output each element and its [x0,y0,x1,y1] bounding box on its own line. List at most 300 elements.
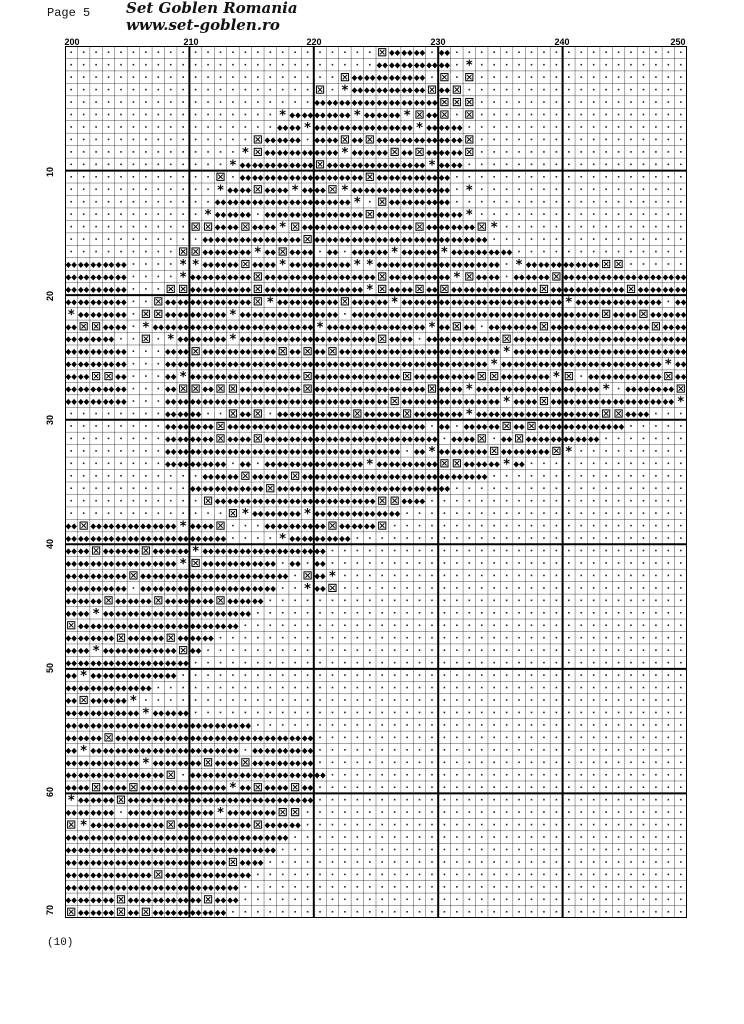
dot-symbol [531,89,533,91]
dot-symbol [344,600,346,602]
dot-symbol [506,662,508,664]
dot-symbol [456,600,458,602]
diamond-pair-symbol: ◆◆ [214,845,228,855]
dot-symbol [680,712,682,714]
dot-symbol [282,899,284,901]
dot-symbol [95,226,97,228]
dot-symbol [668,213,670,215]
diamond-pair-symbol: ◆◆ [376,484,389,494]
dot-symbol [643,911,645,913]
dot-symbol [556,849,558,851]
dot-symbol [394,874,396,876]
diamond-pair-symbol: ◆◆ [612,334,626,344]
dot-symbol [469,600,471,602]
dot-symbol [381,575,383,577]
dot-symbol [332,612,334,614]
diamond-pair-symbol: ◆◆ [587,272,601,282]
dot-symbol [506,151,508,153]
dot-symbol [133,587,135,589]
diamond-pair-symbol: ◆◆ [77,372,91,382]
dot-symbol [83,101,85,103]
dot-symbol [469,799,471,801]
dot-symbol [580,89,582,91]
dot-symbol [531,724,533,726]
dot-symbol [531,699,533,701]
boxed-x-symbol [80,696,87,703]
dot-symbol [469,637,471,639]
dot-symbol [70,126,72,128]
diamond-pair-symbol: ◆◆ [488,297,501,307]
dot-symbol [568,774,570,776]
dot-symbol [593,562,595,564]
dot-symbol [556,89,558,91]
dot-symbol [294,836,296,838]
asterisk-symbol: * [67,793,75,809]
dot-symbol [108,188,110,190]
dot-symbol [381,799,383,801]
dot-symbol [108,89,110,91]
diamond-pair-symbol: ◆◆ [252,845,265,855]
dot-symbol [618,562,620,564]
dot-symbol [195,500,197,502]
dot-symbol [282,674,284,676]
dot-symbol [83,176,85,178]
diamond-pair-symbol: ◆◆ [214,372,228,382]
dot-symbol [419,338,421,340]
dot-symbol [493,861,495,863]
boxed-x-symbol [441,460,448,467]
diamond-pair-symbol: ◆◆ [264,509,277,519]
boxed-x-symbol [105,597,112,604]
boxed-x-symbol [105,734,112,741]
dot-symbol [618,76,620,78]
dot-symbol [481,164,483,166]
dot-symbol [593,674,595,676]
dot-symbol [444,724,446,726]
diamond-pair-symbol: ◆◆ [289,284,302,294]
boxed-x-symbol [242,759,249,766]
diamond-pair-symbol: ◆◆ [140,558,153,568]
dot-symbol [618,251,620,253]
diamond-pair-symbol: ◆◆ [252,397,265,407]
diamond-pair-symbol: ◆◆ [189,857,203,867]
diamond-pair-symbol: ◆◆ [326,272,339,282]
diamond-pair-symbol: ◆◆ [351,309,364,319]
boxed-x-symbol [155,310,162,317]
dot-symbol [357,911,359,913]
diamond-pair-symbol: ◆◆ [451,284,464,294]
boxed-x-symbol [254,410,261,417]
diamond-pair-symbol: ◆◆ [289,334,302,344]
diamond-pair-symbol: ◆◆ [165,808,178,818]
dot-symbol [506,861,508,863]
dot-symbol [282,612,284,614]
diamond-pair-symbol: ◆◆ [301,795,315,805]
dot-symbol [556,674,558,676]
dot-symbol [618,612,620,614]
boxed-x-symbol [254,273,261,280]
dot-symbol [680,114,682,116]
dot-symbol [668,612,670,614]
dot-symbol [605,500,607,502]
diamond-pair-symbol: ◆◆ [401,322,414,332]
diamond-pair-symbol: ◆◆ [326,222,339,232]
diamond-pair-symbol: ◆◆ [65,260,78,269]
dot-symbol [568,64,570,66]
dot-symbol [543,512,545,514]
diamond-pair-symbol: ◆◆ [600,297,613,307]
dot-symbol [469,786,471,788]
dot-symbol [493,475,495,477]
diamond-pair-symbol: ◆◆ [276,509,290,519]
dot-symbol [580,450,582,452]
diamond-pair-symbol: ◆◆ [587,297,601,307]
diamond-pair-symbol: ◆◆ [413,172,427,182]
diamond-pair-symbol: ◆◆ [214,309,228,319]
diamond-pair-symbol: ◆◆ [301,459,315,469]
diamond-pair-symbol: ◆◆ [127,857,140,867]
diamond-pair-symbol: ◆◆ [575,359,588,369]
diamond-pair-symbol: ◆◆ [413,210,427,220]
diamond-pair-symbol: ◆◆ [65,745,78,755]
dot-symbol [257,874,259,876]
asterisk-symbol: * [167,332,175,348]
diamond-pair-symbol: ◆◆ [77,334,91,344]
dot-symbol [618,575,620,577]
diamond-pair-symbol: ◆◆ [314,372,327,382]
boxed-x-symbol [316,86,323,93]
dot-symbol [406,624,408,626]
diamond-pair-symbol: ◆◆ [637,334,650,344]
diamond-pair-symbol: ◆◆ [538,384,551,394]
dot-symbol [145,263,147,265]
dot-symbol [319,649,321,651]
dot-symbol [145,276,147,278]
diamond-pair-symbol: ◆◆ [289,359,302,369]
diamond-pair-symbol: ◆◆ [426,397,439,407]
dot-symbol [394,575,396,577]
diamond-pair-symbol: ◆◆ [463,235,476,245]
boxed-x-symbol [93,373,100,380]
diamond-pair-symbol: ◆◆ [276,783,290,793]
dot-symbol [232,525,234,527]
dot-symbol [493,874,495,876]
dot-symbol [282,886,284,888]
diamond-pair-symbol: ◆◆ [301,409,315,419]
diamond-pair-symbol: ◆◆ [326,197,339,207]
diamond-pair-symbol: ◆◆ [189,297,203,307]
dot-symbol [518,51,520,53]
boxed-x-symbol [478,373,485,380]
dot-symbol [568,724,570,726]
diamond-pair-symbol: ◆◆ [376,372,389,382]
dot-symbol [593,737,595,739]
dot-symbol [493,500,495,502]
dot-symbol [145,375,147,377]
diamond-pair-symbol: ◆◆ [177,820,190,830]
dot-symbol [245,525,247,527]
dot-symbol [456,525,458,527]
dot-symbol [182,475,184,477]
diamond-pair-symbol: ◆◆ [550,347,563,357]
dot-symbol [469,201,471,203]
diamond-pair-symbol: ◆◆ [202,384,215,394]
diamond-pair-symbol: ◆◆ [339,372,352,382]
dot-symbol [643,637,645,639]
diamond-pair-symbol: ◆◆ [214,783,228,793]
diamond-pair-symbol: ◆◆ [513,372,526,382]
diamond-pair-symbol: ◆◆ [476,260,489,269]
dot-symbol [493,126,495,128]
dot-symbol [145,151,147,153]
diamond-pair-symbol: ◆◆ [289,260,302,269]
diamond-pair-symbol: ◆◆ [276,297,290,307]
dot-symbol [543,886,545,888]
dot-symbol [394,537,396,539]
diamond-pair-symbol: ◆◆ [227,235,240,245]
dot-symbol [618,849,620,851]
dot-symbol [630,188,632,190]
dot-symbol [332,836,334,838]
diamond-pair-symbol: ◆◆ [525,284,539,294]
dot-symbol [170,51,172,53]
dot-symbol [444,525,446,527]
diamond-pair-symbol: ◆◆ [413,446,427,456]
dot-symbol [419,761,421,763]
diamond-pair-symbol: ◆◆ [314,434,327,444]
dot-symbol [307,886,309,888]
dot-symbol [344,899,346,901]
dot-symbol [207,662,209,664]
diamond-pair-symbol: ◆◆ [339,347,352,357]
dot-symbol [344,811,346,813]
dot-symbol [493,213,495,215]
dot-symbol [108,425,110,427]
diamond-pair-symbol: ◆◆ [115,720,128,730]
diamond-pair-symbol: ◆◆ [276,284,290,294]
dot-symbol [381,637,383,639]
diamond-pair-symbol: ◆◆ [587,359,601,369]
asterisk-symbol: * [428,320,436,336]
dot-symbol [406,824,408,826]
dot-symbol [655,911,657,913]
boxed-x-symbol [292,223,299,230]
diamond-pair-symbol: ◆◆ [239,409,252,419]
dot-symbol [357,799,359,801]
diamond-pair-symbol: ◆◆ [339,471,352,481]
dot-symbol [605,139,607,141]
dot-symbol [381,911,383,913]
dot-symbol [381,774,383,776]
dot-symbol [655,612,657,614]
dot-symbol [456,724,458,726]
diamond-pair-symbol: ◆◆ [276,833,290,843]
dot-symbol [369,874,371,876]
dot-symbol [543,600,545,602]
diamond-pair-symbol: ◆◆ [214,571,228,581]
dot-symbol [332,76,334,78]
diamond-pair-symbol: ◆◆ [90,309,103,319]
asterisk-symbol: * [465,208,473,224]
dot-symbol [506,276,508,278]
dot-symbol [493,724,495,726]
dot-symbol [95,139,97,141]
diamond-pair-symbol: ◆◆ [612,309,626,319]
diamond-pair-symbol: ◆◆ [252,334,265,344]
diamond-pair-symbol: ◆◆ [401,484,414,494]
row-label-30: 30 [45,414,55,426]
dot-symbol [120,475,122,477]
dot-symbol [257,126,259,128]
dot-symbol [568,786,570,788]
diamond-pair-symbol: ◆◆ [202,521,215,531]
dot-symbol [220,687,222,689]
diamond-pair-symbol: ◆◆ [115,658,128,668]
diamond-pair-symbol: ◆◆ [65,384,78,394]
boxed-x-symbol [341,298,348,305]
dot-symbol [307,811,309,813]
dot-symbol [556,874,558,876]
dot-symbol [282,849,284,851]
diamond-pair-symbol: ◆◆ [438,397,451,407]
diamond-pair-symbol: ◆◆ [600,372,613,382]
dot-symbol [593,849,595,851]
dot-symbol [220,164,222,166]
diamond-pair-symbol: ◆◆ [90,820,103,830]
diamond-pair-symbol: ◆◆ [289,421,302,431]
dot-symbol [668,139,670,141]
dot-symbol [655,724,657,726]
diamond-pair-symbol: ◆◆ [326,235,339,245]
diamond-pair-symbol: ◆◆ [115,583,128,593]
asterisk-symbol: * [316,320,324,336]
boxed-x-symbol [329,186,336,193]
diamond-pair-symbol: ◆◆ [165,446,178,456]
asterisk-symbol: * [465,382,473,398]
diamond-pair-symbol: ◆◆ [538,297,551,307]
diamond-pair-symbol: ◆◆ [127,658,140,668]
dot-symbol [643,624,645,626]
dot-symbol [394,737,396,739]
dot-symbol [133,151,135,153]
dot-symbol [630,438,632,440]
dot-symbol [158,139,160,141]
dot-symbol [158,201,160,203]
diamond-pair-symbol: ◆◆ [264,770,277,780]
boxed-x-symbol [466,148,473,155]
dot-symbol [456,64,458,66]
dot-symbol [605,64,607,66]
dot-symbol [294,911,296,913]
diamond-pair-symbol: ◆◆ [451,247,464,257]
diamond-pair-symbol: ◆◆ [202,446,215,456]
boxed-x-symbol [565,373,572,380]
dot-symbol [269,413,271,415]
dot-symbol [294,662,296,664]
diamond-pair-symbol: ◆◆ [102,621,116,631]
diamond-pair-symbol: ◆◆ [289,446,302,456]
dot-symbol [269,612,271,614]
dot-symbol [543,874,545,876]
dot-symbol [120,213,122,215]
dot-symbol [543,176,545,178]
dot-symbol [145,288,147,290]
dot-symbol [668,737,670,739]
diamond-pair-symbol: ◆◆ [264,397,277,407]
dot-symbol [431,861,433,863]
diamond-pair-symbol: ◆◆ [115,783,128,793]
diamond-pair-symbol: ◆◆ [77,708,91,718]
diamond-pair-symbol: ◆◆ [326,409,339,419]
dot-symbol [668,176,670,178]
diamond-pair-symbol: ◆◆ [413,235,427,245]
dot-symbol [506,724,508,726]
dot-symbol [593,114,595,116]
dot-symbol [120,176,122,178]
dot-symbol [630,139,632,141]
dot-symbol [655,587,657,589]
dot-symbol [493,662,495,664]
diamond-pair-symbol: ◆◆ [413,384,427,394]
dot-symbol [108,213,110,215]
diamond-pair-symbol: ◆◆ [189,397,203,407]
dot-symbol [108,438,110,440]
diamond-pair-symbol: ◆◆ [289,297,302,307]
dot-symbol [332,712,334,714]
dot-symbol [70,188,72,190]
diamond-pair-symbol: ◆◆ [438,384,451,394]
diamond-pair-symbol: ◆◆ [115,347,128,357]
dot-symbol [531,201,533,203]
dot-symbol [556,612,558,614]
dot-symbol [344,687,346,689]
diamond-pair-symbol: ◆◆ [289,322,302,332]
dot-symbol [580,774,582,776]
dot-symbol [381,674,383,676]
dot-symbol [344,662,346,664]
dot-symbol [605,824,607,826]
diamond-pair-symbol: ◆◆ [189,372,203,382]
diamond-pair-symbol: ◆◆ [177,571,190,581]
dot-symbol [531,624,533,626]
diamond-pair-symbol: ◆◆ [90,260,103,269]
diamond-pair-symbol: ◆◆ [165,795,178,805]
diamond-pair-symbol: ◆◆ [438,471,451,481]
diamond-pair-symbol: ◆◆ [413,409,427,419]
dot-symbol [580,226,582,228]
diamond-pair-symbol: ◆◆ [202,322,215,332]
dot-symbol [269,687,271,689]
diamond-pair-symbol: ◆◆ [600,397,613,407]
dot-symbol [158,350,160,352]
diamond-pair-symbol: ◆◆ [202,882,215,892]
diamond-pair-symbol: ◆◆ [264,334,277,344]
dot-symbol [257,51,259,53]
diamond-pair-symbol: ◆◆ [388,322,402,332]
dot-symbol [207,188,209,190]
dot-symbol [605,674,607,676]
diamond-pair-symbol: ◆◆ [140,671,153,681]
dot-symbol [456,811,458,813]
dot-symbol [680,238,682,240]
diamond-pair-symbol: ◆◆ [314,172,327,182]
dot-symbol [580,724,582,726]
diamond-pair-symbol: ◆◆ [65,696,78,705]
diamond-pair-symbol: ◆◆ [189,409,203,419]
diamond-pair-symbol: ◆◆ [301,471,315,481]
boxed-x-symbol [379,273,386,280]
dot-symbol [593,537,595,539]
